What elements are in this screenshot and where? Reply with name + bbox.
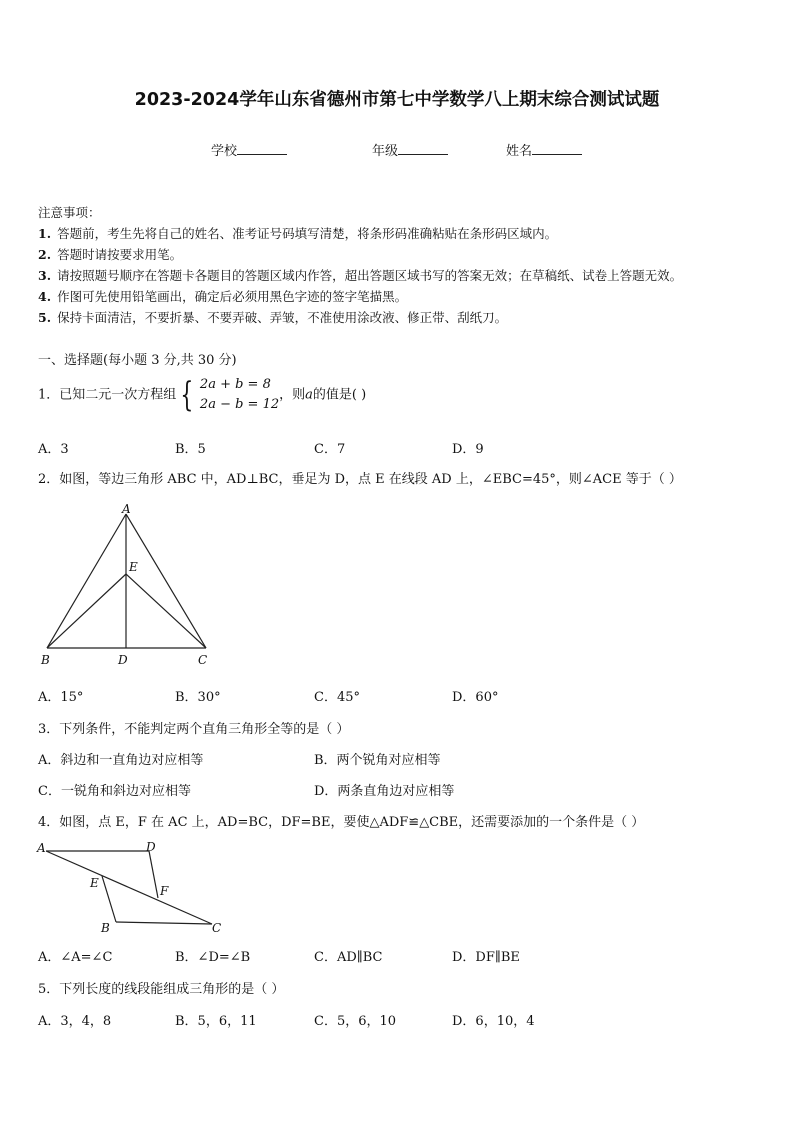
triangle-figure (36, 500, 226, 670)
side-ab (47, 514, 126, 648)
segment-ce (126, 574, 206, 648)
name-blank[interactable] (532, 142, 582, 155)
note-item: 4. 作图可先使用铅笔画出，确定后必须用黑色字迹的签字笔描黑。 (38, 289, 408, 304)
question-2: 2．如图，等边三角形 ABC 中，AD⊥BC，垂足为 D，点 E 在线段 AD 上，∠EBC=45°，则∠ACE 等于（ ） (38, 472, 682, 487)
q5-option-b[interactable]: B．5，6，11 (175, 1014, 257, 1029)
note-item: 2. 答题时请按要求用笔。 (38, 247, 183, 262)
side-ac (126, 514, 206, 648)
q1-option-d[interactable]: D．9 (452, 442, 484, 457)
grade-label: 年级 (372, 144, 399, 159)
page-title: 2023-2024学年山东省德州市第七中学数学八上期末综合测试试题 (134, 90, 660, 110)
q2-option-a[interactable]: A．15° (38, 690, 84, 705)
q4-option-d[interactable]: D．DF∥BE (452, 950, 520, 965)
question-4: 4．如图，点 E，F 在 AC 上，AD=BC，DF=BE，要使△ADF≌△CBE，还需要添加的一个条件是（ ） (38, 815, 645, 830)
q4-option-a[interactable]: A．∠A=∠C (38, 950, 113, 965)
q3-option-c[interactable]: C．一锐角和斜边对应相等 (38, 784, 191, 799)
segment-be (47, 574, 126, 648)
q5-option-c[interactable]: C．5，6，10 (314, 1014, 397, 1029)
q1-suffix-a: ，则 (279, 387, 306, 403)
q2-option-b[interactable]: B．30° (175, 690, 221, 705)
question-3: 3．下列条件，不能判定两个直角三角形全等的是（ ） (38, 722, 350, 737)
label-e: E (129, 560, 138, 574)
q2-option-c[interactable]: C．45° (314, 690, 360, 705)
q4-option-b[interactable]: B．∠D=∠B (175, 950, 251, 965)
school-blank[interactable] (237, 142, 287, 155)
note-item: 5. 保持卡面清洁，不要折暴、不要弄破、弄皱，不准使用涂改液、修正带、刮纸刀。 (38, 310, 508, 325)
q4-option-c[interactable]: C．AD∥BC (314, 950, 383, 965)
equation-system (176, 375, 279, 415)
name-label: 姓名 (506, 144, 533, 159)
q1-option-c[interactable]: C．7 (314, 442, 346, 457)
label-c: C (212, 921, 222, 935)
section-heading: 一、选择题(每小题 3 分,共 30 分) (38, 353, 237, 368)
q1-option-a[interactable]: A．3 (38, 442, 69, 457)
school-label: 学校 (211, 144, 238, 159)
quadrilateral-figure (34, 836, 234, 938)
name-field[interactable] (506, 140, 582, 159)
note-item: 1. 答题前，考生先将自己的姓名、准考证号码填写清楚，将条形码准确粘贴在条形码区域内。 (38, 226, 558, 241)
grade-field[interactable] (372, 140, 448, 159)
label-e: E (90, 876, 99, 890)
label-a: A (122, 502, 131, 516)
label-c: C (198, 653, 208, 667)
grade-blank[interactable] (398, 142, 448, 155)
segment-eb (102, 876, 116, 922)
label-b: B (101, 921, 110, 935)
q5-option-d[interactable]: D．6，10，4 (452, 1014, 535, 1029)
q1-option-b[interactable]: B．5 (175, 442, 206, 457)
q3-option-b[interactable]: B．两个锐角对应相等 (314, 753, 441, 768)
segment-df (149, 851, 158, 898)
q1-variable: a (305, 387, 313, 403)
segment-bc (116, 922, 212, 924)
q5-option-a[interactable]: A．3，4，8 (38, 1014, 112, 1029)
label-b: B (41, 653, 50, 667)
q1-suffix-b: 的值是( ) (312, 387, 367, 403)
equation-2: 2a − b = 12 (199, 397, 280, 412)
label-d: D (118, 653, 128, 667)
label-d: D (146, 840, 156, 854)
school-field[interactable] (211, 140, 287, 159)
question-5: 5．下列长度的线段能组成三角形的是（ ） (38, 982, 285, 997)
equation-1: 2a + b = 8 (199, 377, 271, 392)
label-f: F (160, 884, 169, 898)
notes-title: 注意事项： (38, 205, 101, 220)
brace-icon: { (180, 375, 194, 415)
note-item: 3. 请按照题号顺序在答题卡各题目的答题区域内作答，超出答题区域书写的答案无效；在草稿纸、试卷上答题无效。 (38, 268, 683, 283)
q1-prefix: 1．已知二元一次方程组 (38, 387, 177, 403)
q2-option-d[interactable]: D．60° (452, 690, 499, 705)
segment-ac (46, 851, 212, 924)
question-1 (38, 375, 366, 415)
q3-option-a[interactable]: A．斜边和一直角边对应相等 (38, 753, 204, 768)
label-a: A (37, 841, 46, 855)
q3-option-d[interactable]: D．两条直角边对应相等 (314, 784, 455, 799)
